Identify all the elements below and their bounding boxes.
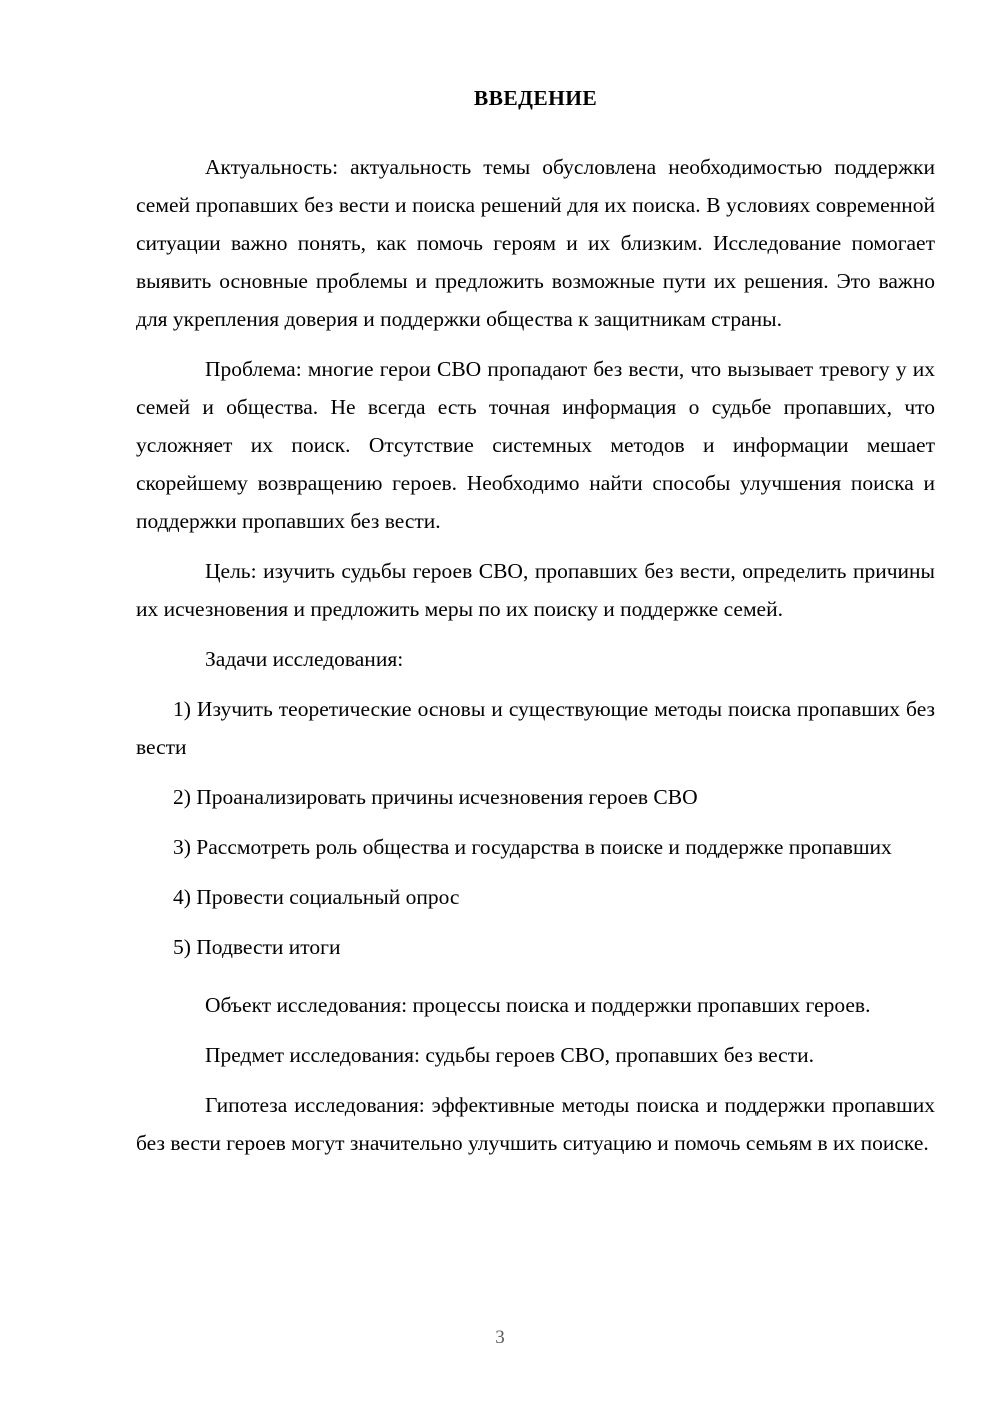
paragraph-problem: Проблема: многие герои СВО пропадают без вести, что вызывает тревогу у их семей и общества. Не всегда есть точная информация о судьбе пропавших, что усложняет их поиск. Отсутствие системных методов и информации мешает скорейшему возвращению героев. Необходимо найти способы улучшения поиска и поддержки пропавших без вести. — [136, 356, 935, 533]
list-item: 3) Рассмотреть роль общества и государства в поиске и поддержке пропавших — [173, 834, 892, 859]
list-item: 2) Проанализировать причины исчезновения героев СВО — [173, 784, 698, 809]
document-body — [136, 88, 935, 1162]
list-item: 4) Провести социальный опрос — [173, 884, 460, 909]
paragraph-block-goal — [136, 552, 935, 628]
paragraph-block-subject — [136, 1036, 935, 1074]
paragraph-goal: Цель: изучить судьбы героев СВО, пропавших без вести, определить причины их исчезновения и предложить меры по их поиску и поддержке семей. — [136, 558, 935, 621]
page-title: ВВЕДЕНИЕ — [473, 86, 598, 110]
list-item: 1) Изучить теоретические основы и существующие методы поиска пропавших без вести — [136, 696, 935, 759]
tasks-list — [136, 690, 935, 966]
paragraph-block-problem — [136, 350, 935, 540]
paragraph-object: Объект исследования: процессы поиска и поддержки пропавших героев. — [205, 992, 871, 1017]
section-spacer — [136, 978, 935, 986]
paragraph-relevance: Актуальность: актуальность темы обусловлена необходимостью поддержки семей пропавших без вести и поиска решений для их поиска. В условиях современной ситуации важно понять, как помочь героям и их близким. Исследование помогает выявить основные проблемы и предложить возможные пути их решения. Это важно для укрепления доверия и поддержки общества к защитникам страны. — [136, 154, 935, 331]
page-number: 3 — [495, 1327, 505, 1348]
paragraph-tasks-label: Задачи исследования: — [205, 646, 404, 671]
paragraph-block-hypothesis — [136, 1086, 935, 1162]
paragraph-block-object — [136, 986, 935, 1024]
paragraph-block-tasks-label — [136, 640, 935, 678]
paragraph-block-relevance — [136, 148, 935, 338]
paragraph-hypothesis: Гипотеза исследования: эффективные методы поиска и поддержки пропавших без вести героев могут значительно улучшить ситуацию и помочь семьям в их поиске. — [136, 1092, 935, 1155]
paragraph-subject: Предмет исследования: судьбы героев СВО, пропавших без вести. — [205, 1042, 814, 1067]
list-item: 5) Подвести итоги — [173, 934, 341, 959]
